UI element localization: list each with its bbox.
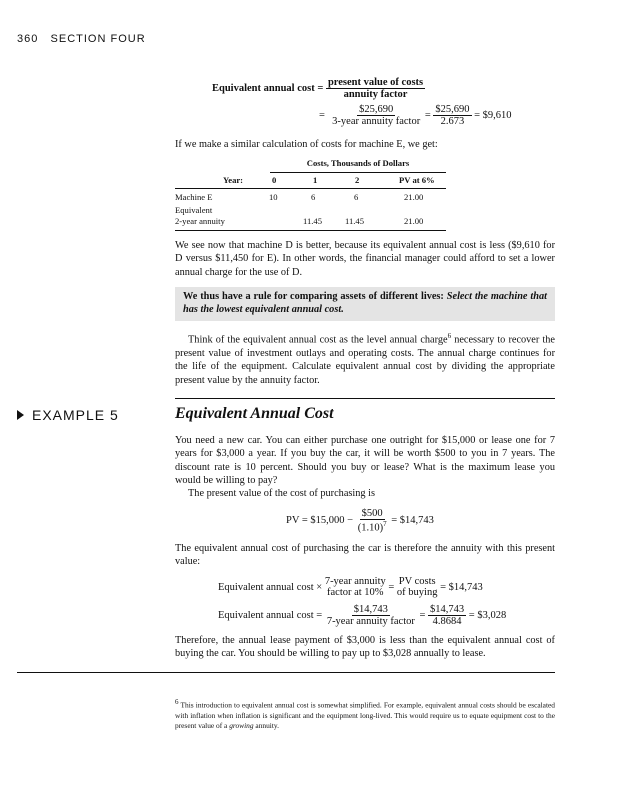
table-row-label: 2-year annuity <box>175 216 225 226</box>
table-header-rule <box>175 188 446 189</box>
eq2-den1: 3-year annuity factor <box>332 116 421 127</box>
eq4-num1: $14,743 <box>353 604 388 615</box>
eq4-fraction-2 <box>428 604 466 627</box>
page-header <box>17 33 146 45</box>
eq3-equals: = <box>388 581 395 593</box>
pv-eq-exponent: 7 <box>383 520 387 528</box>
table-header-2: 2 <box>355 175 360 185</box>
example-paragraph-conclusion: Therefore, the annual lease payment of $3,000 is less than the equivalent annual cost of buying the car. You should be willing to pay up to $3,028 annually to lease. <box>175 635 555 660</box>
eq2-equals-2: = <box>424 110 431 121</box>
table-row-label: Machine E <box>175 192 213 202</box>
eq3-factor-bottom: factor at 10% <box>327 587 384 598</box>
table-header-row <box>175 175 446 187</box>
eq3-pv-top: PV costs <box>398 576 436 587</box>
section-label: SECTION FOUR <box>50 33 146 45</box>
eq4-equals: = <box>419 610 426 621</box>
pv-eq-numerator: $500 <box>361 508 383 519</box>
example-paragraph-eac-intro: The equivalent annual cost of purchasing the car is therefore the annuity with this present value: <box>175 543 555 568</box>
table-caption-rule <box>270 172 446 173</box>
table-row <box>175 205 446 229</box>
callout-text: We thus have a rule for comparing assets of different lives: <box>183 291 447 302</box>
footnote-marker: 6 <box>175 698 179 706</box>
paragraph-machine-e-intro: If we make a similar calculation of costs for machine E, we get: <box>175 139 438 150</box>
eq4-den2: 4.8684 <box>432 616 462 627</box>
table-header-1: 1 <box>313 175 318 185</box>
table-caption: Costs, Thousands of Dollars <box>306 158 410 168</box>
pv-eq-base: (1.10) <box>357 522 384 534</box>
eq4-fraction-1 <box>325 604 417 627</box>
para3-text-2: necessary to recover the present value of investment outlays and operating costs. The annual charge continues for the life of the equipment. Calculate equivalent annual cost by dividing the appropriate present value by the annuity factor. <box>175 334 555 386</box>
footnote-emphasis: growing <box>229 720 254 730</box>
table-header-year: Year: <box>223 175 244 185</box>
example-title: Equivalent Annual Cost <box>175 405 334 422</box>
table-cell: 6 <box>311 192 316 202</box>
pv-eq-result: = $14,743 <box>391 515 434 527</box>
eq2-num2: $25,690 <box>435 104 470 115</box>
equation-eac-definition <box>212 77 425 100</box>
eq1-fraction <box>326 77 425 100</box>
eq2-num1: $25,690 <box>359 104 394 115</box>
eq2-den2: 2.673 <box>440 116 465 127</box>
eq4-den1: 7-year annuity factor <box>326 616 415 627</box>
table-cell: 6 <box>354 192 359 202</box>
eq3-pv-bottom: of buying <box>396 587 438 598</box>
eq4-lhs: Equivalent annual cost = <box>218 610 323 621</box>
equation-eac-times-factor <box>218 576 483 598</box>
example-bottom-rule <box>17 672 555 673</box>
example-paragraph-pv-intro: The present value of the cost of purchasing is <box>188 488 376 499</box>
footnote <box>175 697 555 731</box>
table-row-label: Equivalent <box>175 205 213 215</box>
table-cell: 21.00 <box>404 216 424 226</box>
table-header-pv: PV at 6% <box>399 175 435 185</box>
paragraph-machine-d-better: We see now that machine D is better, because its equivalent annual cost is less ($9,610 for D versus $11,450 for E). In other words, the financial manager could afford to set a lower annual charge for the use of D. <box>175 240 555 278</box>
eq2-equals: = <box>319 110 325 121</box>
table-bottom-rule <box>175 230 446 231</box>
eq4-result: = $3,028 <box>468 610 507 621</box>
eq2-result: = $9,610 <box>474 110 512 121</box>
eq3-pv <box>397 576 438 598</box>
example-number: EXAMPLE 5 <box>32 407 119 423</box>
eq1-denominator: annuity factor <box>343 89 408 100</box>
para3-text-1: Think of the equivalent annual cost as the level annual charge <box>188 334 448 346</box>
table-header-0: 0 <box>272 175 277 185</box>
paragraph-think-of-eac <box>175 330 555 387</box>
equation-eac-result <box>218 604 506 627</box>
example-paragraph-question: You need a new car. You can either purchase one outright for $15,000 or lease one for 7 years for $3,000 a year. If you buy the car, it will be worth $500 to you in 7 years. The discount rate is 10 percent. Should you buy or lease? What is the maximum lease you would be willing to pay? <box>175 435 555 487</box>
footnote-ref: 6 <box>447 332 452 340</box>
triangle-bullet-icon <box>17 410 24 420</box>
footnote-text-1: This introduction to equivalent annual cost is somewhat simplified. For example, equivalent annual costs should be escalated with inflation when inflation is significant and the equipment long-lived. This would require us to equate equipment cost to the present value of a <box>175 700 555 730</box>
footnote-text-2: annuity. <box>253 720 279 730</box>
eq1-numerator: present value of costs <box>327 77 424 88</box>
callout-rule-box <box>175 287 555 321</box>
table-cell: 21.00 <box>404 192 424 202</box>
callout-emphasis: Select the machine that has the lowest equivalent annual cost. <box>183 291 547 316</box>
table-cell: 10 <box>269 192 278 202</box>
equation-pv-purchase <box>286 508 434 534</box>
table-row <box>175 192 446 204</box>
equation-eac-machine-d <box>319 104 512 127</box>
eq2-fraction-2 <box>433 104 471 127</box>
table-cell: 11.45 <box>303 216 323 226</box>
table-cell: 11.45 <box>345 216 365 226</box>
pv-eq-denominator <box>356 520 389 534</box>
eq1-lhs: Equivalent annual cost = <box>212 83 324 94</box>
pv-eq-fraction <box>356 508 389 534</box>
eq2-fraction-1 <box>330 104 422 127</box>
eq3-factor <box>325 576 386 598</box>
eq3-lhs: Equivalent annual cost × <box>218 581 323 593</box>
example-label <box>17 407 119 423</box>
eq3-result: = $14,743 <box>440 581 483 593</box>
eq3-factor-top: 7-year annuity <box>324 576 386 587</box>
pv-eq-lhs: PV = $15,000 − <box>286 515 354 527</box>
page-number: 360 <box>17 33 39 45</box>
eq4-num2: $14,743 <box>430 604 465 615</box>
example-top-rule <box>175 398 555 399</box>
